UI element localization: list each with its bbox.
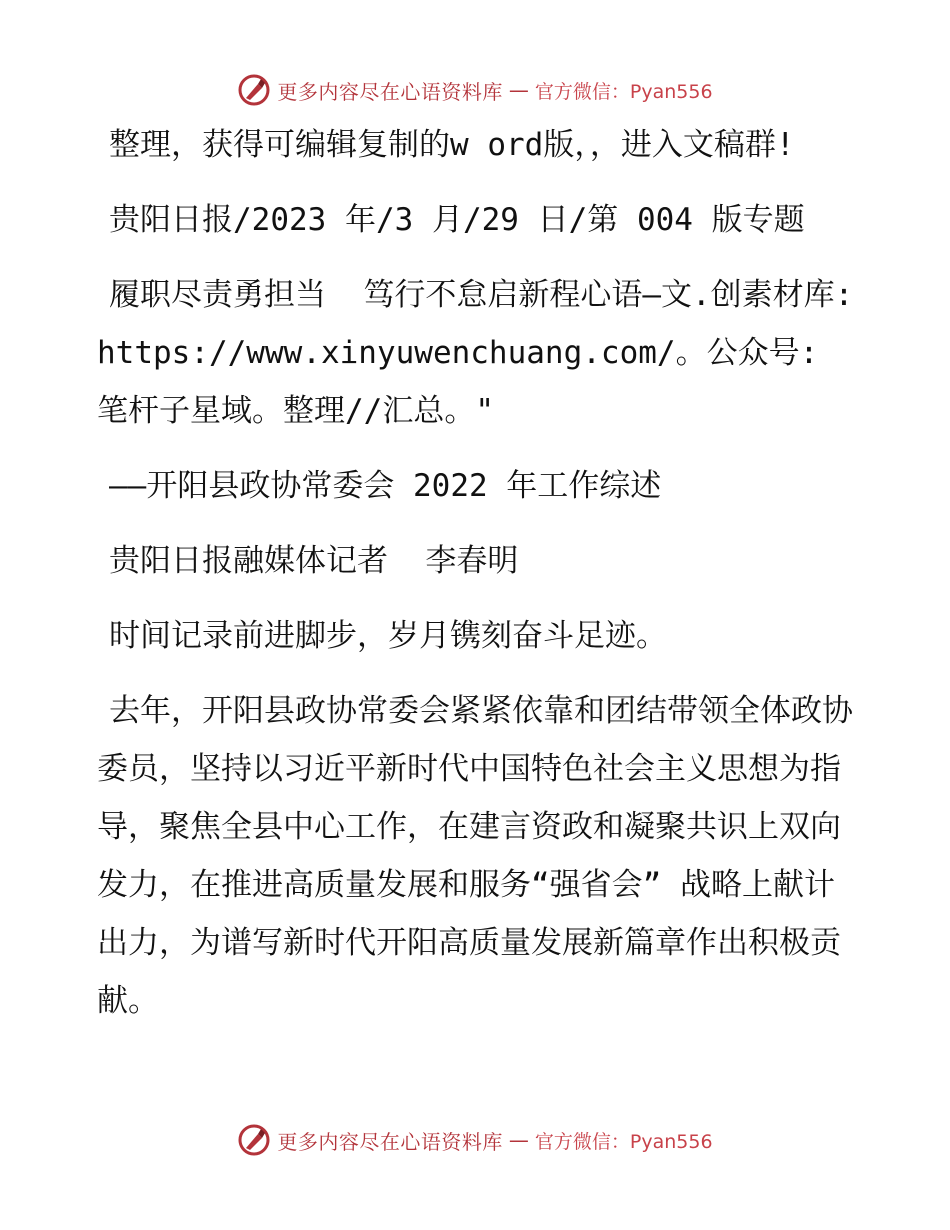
footer-watermark [0, 1120, 950, 1160]
paragraph-intro: 整理，获得可编辑复制的w ord版，，进入文稿群! [109, 127, 795, 163]
paragraph-source: 贵阳日报/2023 年/3 月/29 日/第 004 版专题 [109, 202, 805, 238]
paragraph-body: 去年，开阳县政协常委会紧紧依靠和团结带领全体政协委员，坚持以习近平新时代中国特色社会主义思想为指导，聚焦全县中心工作，在建言资政和凝聚共识上双向发力，在推进高质量发展和服务“强省会” 战略上献计出力，为谱写新时代开阳高质量发展新篇章作出积极贡献。 [97, 693, 853, 1019]
watermark-dash: — [508, 1128, 529, 1152]
watermark-dash: — [508, 78, 529, 102]
watermark-text: 更多内容尽在心语资料库 [277, 79, 503, 104]
document-body [97, 116, 872, 1047]
paragraph-subtitle: ——开阳县政协常委会 2022 年工作综述 [109, 468, 662, 504]
pen-in-circle-icon [237, 1123, 271, 1157]
watermark-text: 更多内容尽在心语资料库 [277, 1129, 503, 1154]
paragraph-byline: 贵阳日报融媒体记者 李春明 [109, 543, 519, 579]
pen-in-circle-icon [237, 73, 271, 107]
watermark-wechat: 官方微信：Pyan556 [534, 80, 713, 103]
paragraph-lead: 时间记录前进脚步，岁月镌刻奋斗足迹。 [109, 618, 667, 654]
paragraph-title: 履职尽责勇担当 笃行不怠启新程心语—文.创素材库: https://www.xinyuwenchuang.com/。公众号: 笔杆子星域。整理//汇总。" [97, 277, 872, 429]
watermark-wechat: 官方微信：Pyan556 [534, 1130, 713, 1153]
header-watermark [0, 70, 950, 110]
